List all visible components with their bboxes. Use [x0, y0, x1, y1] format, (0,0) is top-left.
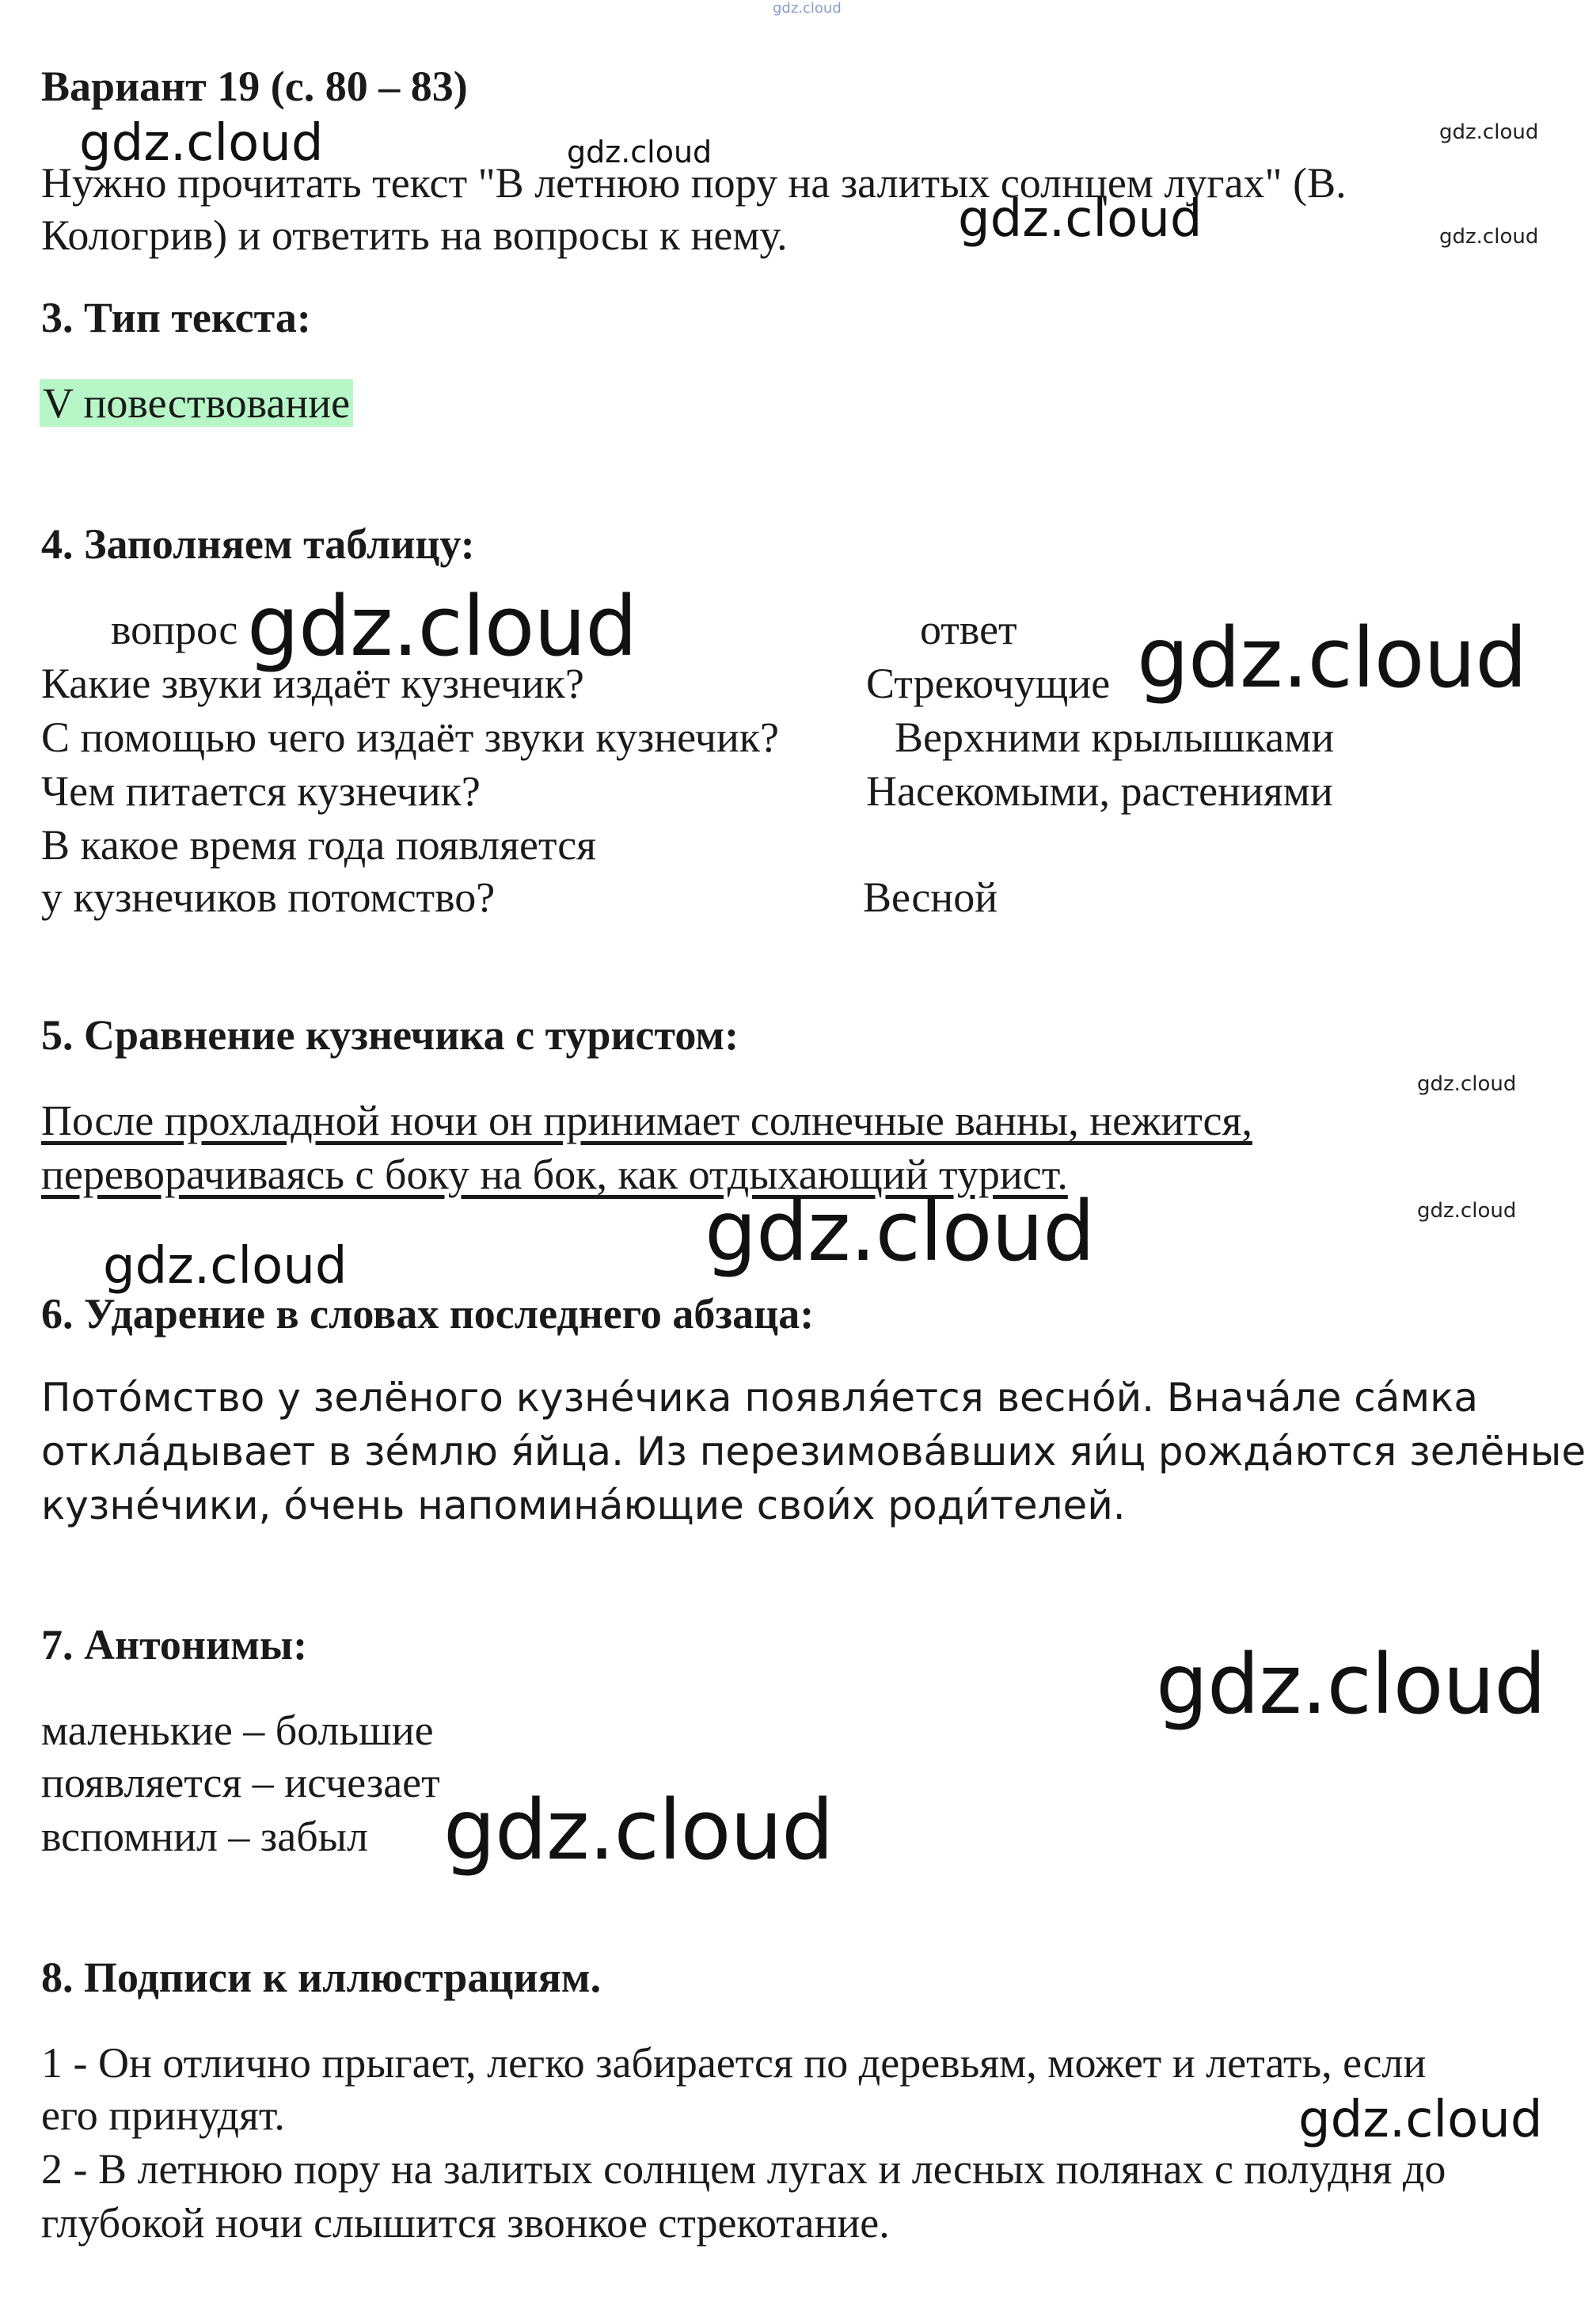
table-row-answer: Насекомыми, растениями: [866, 767, 1333, 815]
intro-line-2: Кологрив) и ответить на вопросы к нему.: [41, 211, 788, 259]
table-row-answer: Стрекочущие: [866, 660, 1111, 707]
antonym-pair: маленькие – большие: [41, 1707, 434, 1754]
task3-answer: [40, 379, 353, 428]
antonym-pair: появляется – исчезает: [41, 1759, 440, 1806]
watermark: gdz.cloud: [1298, 2091, 1543, 2149]
table-row-question: В какое время года появляется: [41, 821, 596, 869]
table-row-question: Чем питается кузнечик?: [41, 767, 481, 815]
task7-heading: 7. Антонимы:: [41, 1621, 308, 1669]
task6-heading: 6. Ударение в словах последнего абзаца:: [41, 1290, 815, 1338]
caption-1-line-2: его принудят.: [41, 2091, 285, 2139]
watermark: gdz.cloud: [1417, 1199, 1517, 1223]
task6-line-3: кузне́чики, о́чень напомина́ющие свои́х роди́телей.: [41, 1482, 1126, 1528]
caption-2-line-1: 2 - В летнюю пору на залитых солнцем лугах и лесных полянах с полудня до: [41, 2145, 1446, 2193]
task8-heading: 8. Подписи к иллюстрациям.: [41, 1954, 602, 2001]
watermark: gdz.cloud: [1417, 1072, 1517, 1096]
watermark: gdz.cloud: [1439, 120, 1539, 144]
watermark: gdz.cloud: [247, 578, 637, 675]
table-row-question-cont: у кузнечиков потомство?: [41, 873, 496, 921]
task5-heading: 5. Сравнение кузнечика с туристом:: [41, 1011, 739, 1059]
task3-heading: 3. Тип текста:: [41, 294, 311, 341]
table-column-question: вопрос: [111, 606, 238, 653]
table-column-answer: ответ: [920, 606, 1017, 653]
table-row-answer: Весной: [863, 873, 998, 921]
table-row-answer: Верхними крылышками: [895, 713, 1335, 761]
watermark: gdz.cloud: [958, 190, 1203, 249]
watermark: gdz.cloud: [1439, 225, 1539, 249]
task5-line-2: переворачиваясь с боку на бок, как отдыхающий турист.: [41, 1151, 1068, 1198]
task5-line-1: После прохладной ночи он принимает солнечные ванны, нежится,: [41, 1097, 1252, 1144]
caption-1-line-1: 1 - Он отлично прыгает, легко забирается по деревьям, может и летать, если: [41, 2039, 1427, 2087]
watermark: gdz.cloud: [103, 1237, 348, 1296]
table-row-question: С помощью чего издаёт звуки кузнечик?: [41, 713, 780, 761]
watermark: gdz.cloud: [1137, 610, 1527, 706]
task4-heading: 4. Заполняем таблицу:: [41, 520, 475, 568]
table-row-question: Какие звуки издаёт кузнечик?: [41, 660, 584, 707]
watermark: gdz.cloud: [567, 135, 712, 169]
intro-line-1: Нужно прочитать текст "В летнюю пору на залитых солнцем лугах" (В.: [41, 159, 1347, 207]
watermark: gdz.cloud: [1156, 1636, 1546, 1733]
task3-answer-text: V повествование: [40, 379, 353, 427]
caption-2-line-2: глубокой ночи слышится звонкое стрекотание.: [41, 2199, 890, 2247]
top-watermark: gdz.cloud: [773, 0, 842, 17]
antonym-pair: вспомнил – забыл: [41, 1813, 368, 1860]
task6-line-2: откла́дывает в зе́млю я́йца. Из перезимова́вших яи́ц рожда́ются зелёные: [41, 1429, 1586, 1475]
task6-line-1: Пото́мство у зелёного кузне́чика появля́ется весно́й. Внача́ле са́мка: [41, 1375, 1478, 1421]
watermark: gdz.cloud: [705, 1183, 1095, 1280]
watermark: gdz.cloud: [79, 114, 324, 173]
watermark: gdz.cloud: [443, 1782, 834, 1878]
page-title: Вариант 19 (с. 80 – 83): [41, 63, 468, 110]
